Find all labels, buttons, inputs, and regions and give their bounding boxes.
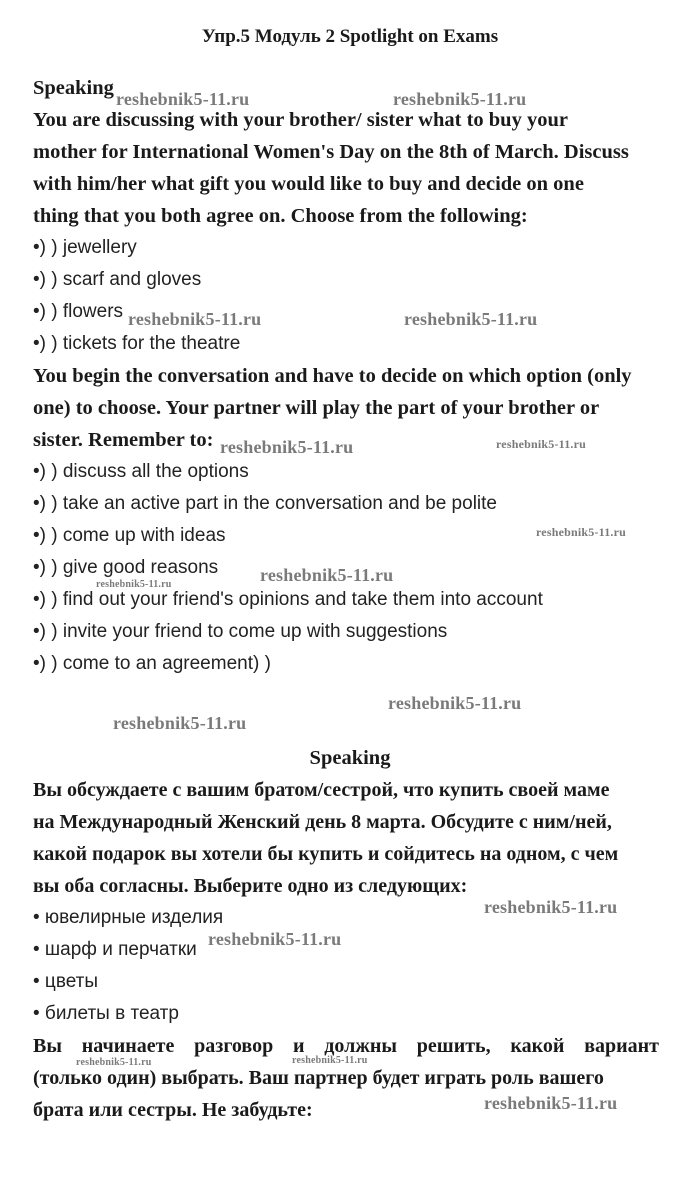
- en-intro-line: mother for International Women's Day on the 8th of March. Discuss: [33, 141, 629, 163]
- ru-option-item: • цветы: [33, 971, 98, 992]
- en-instruction-line: one) to choose. Your partner will play the part of your brother or: [33, 397, 600, 419]
- ru-instruction-line: Вы начинаете разговор и должны решить, какой вариант: [33, 1035, 659, 1057]
- watermark: reshebnik5-11.ru: [388, 693, 522, 713]
- watermark: reshebnik5-11.ru: [116, 89, 250, 109]
- en-reminder-item: •) ) invite your friend to come up with suggestions: [33, 621, 448, 642]
- watermark: reshebnik5-11.ru: [404, 309, 538, 329]
- watermark: reshebnik5-11.ru: [536, 525, 626, 539]
- watermark: reshebnik5-11.ru: [96, 579, 172, 590]
- watermark: reshebnik5-11.ru: [292, 1055, 368, 1066]
- ru-intro-line: какой подарок вы хотели бы купить и сойдитесь на одном, с чем: [33, 843, 619, 865]
- en-reminder-item: •) ) give good reasons: [33, 557, 219, 578]
- en-intro-line: with him/her what gift you would like to buy and decide on one: [33, 173, 584, 195]
- page-title: Упр.5 Модуль 2 Spotlight on Exams: [201, 26, 499, 47]
- en-option-item: •) ) tickets for the theatre: [33, 333, 241, 354]
- watermark: reshebnik5-11.ru: [484, 1093, 618, 1113]
- watermark: reshebnik5-11.ru: [484, 897, 618, 917]
- ru-option-item: • билеты в театр: [33, 1003, 179, 1024]
- watermark: reshebnik5-11.ru: [76, 1057, 152, 1068]
- watermark: reshebnik5-11.ru: [260, 565, 394, 585]
- ru-intro-line: вы оба согласны. Выберите одно из следующих:: [33, 875, 468, 897]
- ru-instruction-line: (только один) выбрать. Ваш партнер будет играть роль вашего: [33, 1067, 604, 1089]
- en-reminder-item: •) ) discuss all the options: [33, 461, 249, 482]
- en-intro-line: thing that you both agree on. Choose from the following:: [33, 205, 528, 227]
- en-instruction-line: You begin the conversation and have to decide on which option (only: [33, 365, 632, 387]
- en-intro-line: You are discussing with your brother/ sister what to buy your: [33, 109, 568, 131]
- ru-intro-line: Вы обсуждаете с вашим братом/сестрой, что купить своей маме: [33, 779, 610, 801]
- en-option-item: •) ) scarf and gloves: [33, 269, 202, 290]
- en-option-item: •) ) jewellery: [33, 237, 137, 258]
- ru-option-item: • шарф и перчатки: [33, 939, 197, 960]
- en-heading: Speaking: [33, 77, 114, 99]
- watermark: reshebnik5-11.ru: [208, 929, 342, 949]
- watermark: reshebnik5-11.ru: [128, 309, 262, 329]
- en-reminder-item: •) ) come to an agreement) ): [33, 653, 271, 674]
- en-reminder-item: •) ) take an active part in the conversation and be polite: [33, 493, 497, 514]
- watermark: reshebnik5-11.ru: [220, 437, 354, 457]
- en-option-item: •) ) flowers: [33, 301, 124, 322]
- en-reminder-item: •) ) find out your friend's opinions and take them into account: [33, 589, 543, 610]
- ru-intro-line: на Международный Женский день 8 марта. Обсудите с ним/ней,: [33, 811, 612, 833]
- en-instruction-line: sister. Remember to:: [33, 429, 214, 451]
- watermark: reshebnik5-11.ru: [393, 89, 527, 109]
- watermark: reshebnik5-11.ru: [113, 713, 247, 733]
- watermark: reshebnik5-11.ru: [496, 437, 586, 451]
- ru-heading: Speaking: [309, 747, 391, 769]
- ru-option-item: • ювелирные изделия: [33, 907, 224, 928]
- ru-instruction-line: брата или сестры. Не забудьте:: [33, 1099, 313, 1121]
- en-reminder-item: •) ) come up with ideas: [33, 525, 226, 546]
